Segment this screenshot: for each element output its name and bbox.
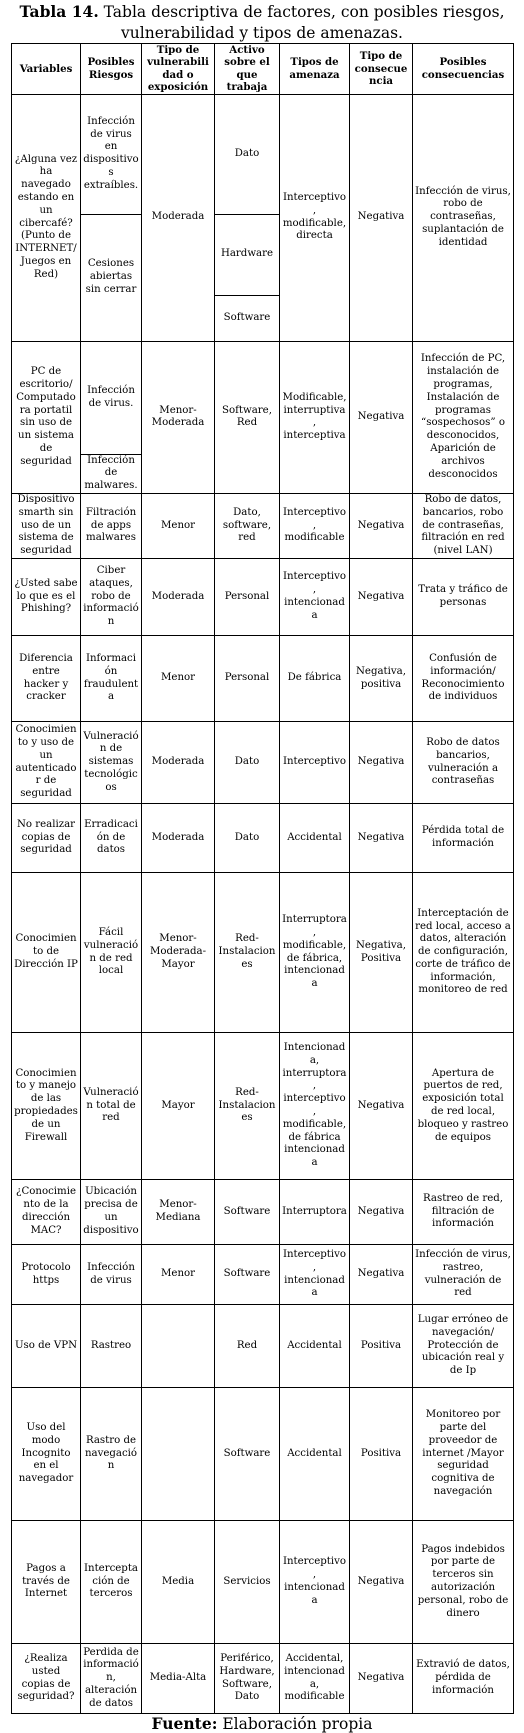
cell-consecuencias: Lugar erróneo de navegación/ Protección de ubicación real y de Ip [413,1305,514,1388]
table-row [12,804,514,873]
cell-riesgo: Ubicación precisa de un dispositivo [81,1180,142,1245]
cell-vulnerabilidad: Moderada [142,559,215,636]
cell-variable: ¿Conocimiento de la dirección MAC? [12,1180,81,1245]
cell-amenaza: Interruptora [280,1180,350,1245]
cell-vulnerabilidad: Menor [142,1245,215,1305]
cell-vulnerabilidad: Menor-Moderada [142,341,215,493]
cell-tipo-consecuencia: Negativa [350,1245,413,1305]
cell-tipo-consecuencia: Negativa [350,1180,413,1245]
cell-amenaza: Interceptivo [280,722,350,804]
cell-vulnerabilidad: Moderada [142,804,215,873]
cell-tipo-consecuencia: Negativa, Positiva [350,873,413,1033]
cell-tipo-consecuencia: Negativa [350,341,413,493]
cell-consecuencias: Pagos indebidos por parte de terceros sin autorización personal, robo de dinero [413,1521,514,1644]
cell-consecuencias: Rastreo de red, filtración de información [413,1180,514,1245]
cell-amenaza: Accidental [280,1305,350,1388]
cell-tipo-consecuencia: Negativa [350,804,413,873]
cell-vulnerabilidad [142,1305,215,1388]
cell-activo: Software [215,1388,280,1521]
cell-tipo-consecuencia: Negativa [350,722,413,804]
cell-activo: Dato, software, red [215,494,280,559]
cell-vulnerabilidad: Menor-Moderada-Mayor [142,873,215,1033]
cell-consecuencias: Robo de datos, bancarios, robo de contraseñas, filtración en red (nivel LAN) [413,494,514,559]
table-row [12,722,514,804]
cell-tipo-consecuencia: Negativa [350,1033,413,1180]
cell-variable: ¿Usted sabe lo que es el Phishing? [12,559,81,636]
header-tipo-vulnerabilidad: Tipo de vulnerabilidad o exposición [142,44,215,95]
cell-amenaza: Interceptivo, modificable, directa [280,94,350,341]
cell-vulnerabilidad: Media-Alta [142,1644,215,1714]
cell-tipo-consecuencia: Negativa [350,559,413,636]
cell-variable: No realizar copias de seguridad [12,804,81,873]
cell-activo: Software [215,1180,280,1245]
table-row [12,636,514,722]
cell-consecuencias: Robo de datos bancarios, vulneración a contraseñas [413,722,514,804]
cell-riesgo: Erradicación de datos [81,804,142,873]
table-source [0,1715,524,1733]
cell-activo: Periférico, Hardware, Software, Dato [215,1644,280,1714]
cell-tipo-consecuencia: Negativa [350,94,413,341]
cell-consecuencias: Infección de PC, instalación de programas, Instalación de programas “sospechosos” o desconocidos, Aparición de archivos desconocidos [413,341,514,493]
cell-consecuencias: Infección de virus, robo de contraseñas, suplantación de identidad [413,94,514,341]
table-row [12,1033,514,1180]
cell-vulnerabilidad: Mayor [142,1033,215,1180]
table-row [12,494,514,559]
cell-activo: Software [215,1245,280,1305]
cell-activo: Personal [215,559,280,636]
cell-consecuencias: Confusión de información/ Reconocimiento de individuos [413,636,514,722]
factors-table [11,43,514,1714]
source-text: Elaboración propia [222,1715,373,1733]
caption-label: Tabla 14. [19,2,99,21]
cell-vulnerabilidad: Moderada [142,94,215,341]
table-row [12,1180,514,1245]
cell-variable: Diferencia entre hacker y cracker [12,636,81,722]
cell-variable: Conocimiento de Dirección IP [12,873,81,1033]
cell-variable: Uso de VPN [12,1305,81,1388]
table-caption [0,0,524,43]
cell-amenaza: Interceptivo, intencionada [280,559,350,636]
cell-tipo-consecuencia: Negativa [350,494,413,559]
cell-consecuencias: Trata y tráfico de personas [413,559,514,636]
cell-amenaza: Interruptora, modificable, de fábrica, intencionada [280,873,350,1033]
cell-riesgo: Vulneración total de red [81,1033,142,1180]
cell-activo: Dato [215,94,280,214]
header-tipos-amenaza: Tipos de amenaza [280,44,350,95]
cell-variable: PC de escritorio/ Computadora portatil sin uso de un sistema de seguridad [12,341,81,493]
cell-amenaza: De fábrica [280,636,350,722]
cell-tipo-consecuencia: Negativa [350,1521,413,1644]
cell-vulnerabilidad: Menor [142,636,215,722]
table-row [12,1305,514,1388]
cell-consecuencias: Infección de virus, rastreo, vulneración de red [413,1245,514,1305]
header-activo: Activo sobre el que trabaja [215,44,280,95]
cell-activo: Dato [215,804,280,873]
cell-riesgo: Perdida de información, alteración de datos [81,1644,142,1714]
table-header-row [12,44,514,95]
cell-riesgo: Información fraudulenta [81,636,142,722]
cell-variable: Conocimiento y uso de un autenticador de seguridad [12,722,81,804]
table-row [12,1521,514,1644]
cell-activo: Hardware [215,214,280,295]
header-posibles-riesgos: Posibles Riesgos [81,44,142,95]
cell-variable: Conocimiento y manejo de las propiedades de un Firewall [12,1033,81,1180]
caption-line-2: vulnerabilidad y tipos de amenazas. [121,24,403,42]
cell-riesgo: Interceptación de terceros [81,1521,142,1644]
cell-amenaza: Accidental [280,1388,350,1521]
cell-variable: Dispositivo smarth sin uso de un sistema de seguridad [12,494,81,559]
header-tipo-consecuencia: Tipo de consecuencia [350,44,413,95]
cell-activo: Software [215,295,280,341]
cell-riesgo: Infección de malwares. [81,454,142,493]
cell-activo: Servicios [215,1521,280,1644]
cell-riesgo: Rastreo [81,1305,142,1388]
cell-amenaza: Accidental [280,804,350,873]
cell-activo: Red-Instalaciones [215,1033,280,1180]
cell-activo: Red-Instalaciones [215,873,280,1033]
cell-riesgo: Infección de virus [81,1245,142,1305]
cell-tipo-consecuencia: Negativa [350,1644,413,1714]
cell-vulnerabilidad: Media [142,1521,215,1644]
cell-variable: Uso del modo Incognito en el navegador [12,1388,81,1521]
header-variables: Variables [12,44,81,95]
cell-tipo-consecuencia: Negativa, positiva [350,636,413,722]
table-row [12,341,514,454]
cell-consecuencias: Monitoreo por parte del proveedor de internet /Mayor seguridad cognitiva de navegación [413,1388,514,1521]
cell-riesgo: Ciber ataques, robo de información [81,559,142,636]
cell-activo: Software, Red [215,341,280,493]
cell-riesgo: Fácil vulneración de red local [81,873,142,1033]
caption-text-1: Tabla descriptiva de factores, con posibles riesgos, [103,3,505,21]
cell-consecuencias: Pérdida total de información [413,804,514,873]
cell-variable: ¿Realiza usted copias de seguridad? [12,1644,81,1714]
cell-riesgo: Cesiones abiertas sin cerrar [81,214,142,341]
table-row [12,1644,514,1714]
cell-amenaza: Interceptivo, modificable [280,494,350,559]
cell-riesgo: Infección de virus en dispositivos extraíbles. [81,94,142,214]
cell-tipo-consecuencia: Positiva [350,1388,413,1521]
cell-riesgo: Rastro de navegación [81,1388,142,1521]
cell-amenaza: Interceptivo, intencionada [280,1245,350,1305]
table-row [12,1388,514,1521]
caption-line-1 [0,1,524,23]
cell-riesgo: Infección de virus. [81,341,142,454]
table-row [12,1245,514,1305]
table-row [12,873,514,1033]
cell-vulnerabilidad: Menor-Mediana [142,1180,215,1245]
cell-activo: Dato [215,722,280,804]
cell-vulnerabilidad [142,1388,215,1521]
cell-vulnerabilidad: Menor [142,494,215,559]
cell-vulnerabilidad: Moderada [142,722,215,804]
header-posibles-consecuencias: Posibles consecuencias [413,44,514,95]
table-row [12,559,514,636]
cell-consecuencias: Apertura de puertos de red, exposición total de red local, bloqueo y rastreo de equipos [413,1033,514,1180]
cell-consecuencias: Extravió de datos, pérdida de información [413,1644,514,1714]
cell-riesgo: Filtración de apps malwares [81,494,142,559]
cell-activo: Personal [215,636,280,722]
cell-riesgo: Vulneración de sistemas tecnológicos [81,722,142,804]
cell-amenaza: Interceptivo, intencionada [280,1521,350,1644]
cell-variable: Pagos a través de Internet [12,1521,81,1644]
cell-variable: Protocolo https [12,1245,81,1305]
cell-amenaza: Intencionada, interruptora, interceptivo, modificable, de fábrica intencionada [280,1033,350,1180]
cell-variable: ¿Alguna vez ha navegado estando en un cibercafé? (Punto de INTERNET/ Juegos en Red) [12,94,81,341]
cell-amenaza: Modificable, interruptiva, interceptiva [280,341,350,493]
table-row [12,94,514,154]
source-label: Fuente: [151,1714,218,1733]
cell-amenaza: Accidental, intencionada, modificable [280,1644,350,1714]
cell-tipo-consecuencia: Positiva [350,1305,413,1388]
cell-consecuencias: Interceptación de red local, acceso a datos, alteración de configuración, corte de tráfico de información, monitoreo de red [413,873,514,1033]
cell-activo: Red [215,1305,280,1388]
